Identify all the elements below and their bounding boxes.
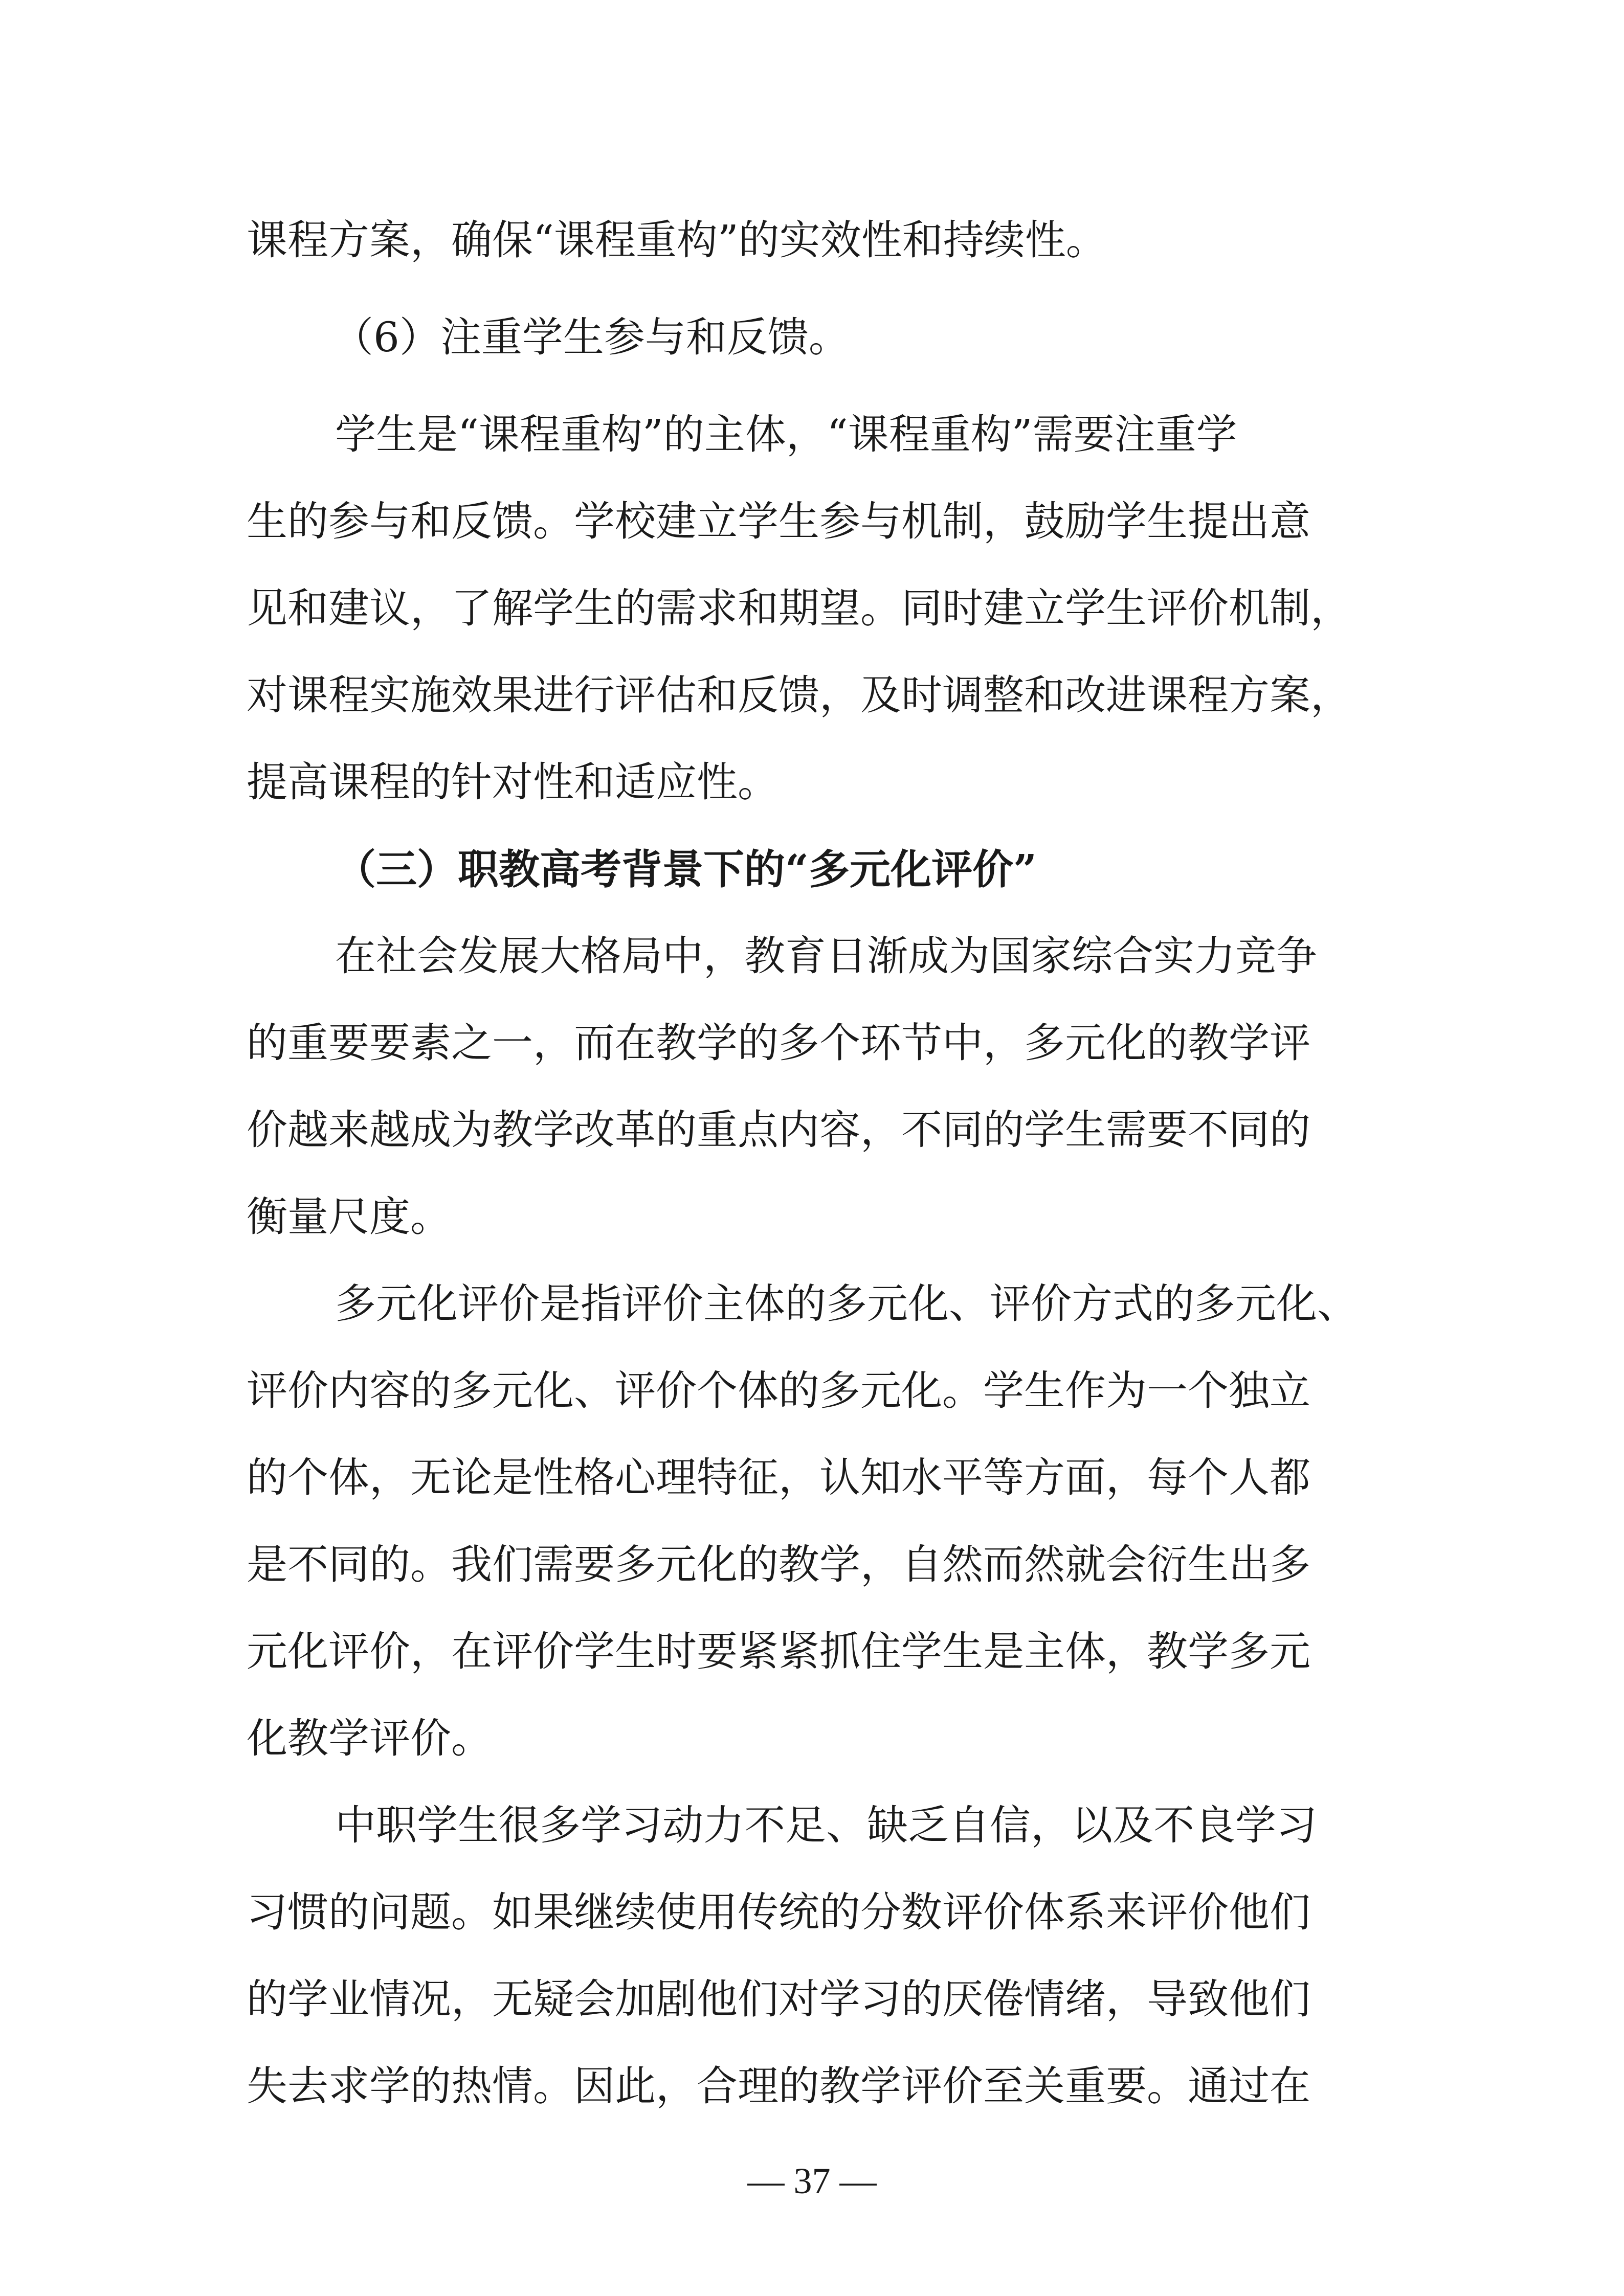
- text-line: 是不同的。我们需要多元化的教学，自然而然就会衍生出多: [247, 1541, 1310, 1588]
- text-line: 课程方案，确保“课程重构”的实效性和持续性。: [247, 216, 1107, 264]
- text-line: 的重要要素之一，而在教学的多个环节中，多元化的教学评: [247, 1019, 1310, 1067]
- text-line: 的学业情况，无疑会加剧他们对学习的厌倦情绪，导致他们: [247, 1975, 1310, 2023]
- text-line: 生的参与和反馈。学校建立学生参与机制，鼓励学生提出意: [247, 498, 1310, 545]
- text-line: 学生是“课程重构”的主体，“课程重构”需要注重学: [335, 411, 1237, 458]
- text-line: 失去求学的热情。因此，合理的教学评价至关重要。通过在: [247, 2062, 1310, 2110]
- text-line: 中职学生很多学习动力不足、缺乏自信，以及不良学习: [335, 1802, 1317, 1849]
- section-heading: （三）职教高考背景下的“多元化评价”: [335, 845, 1037, 893]
- list-item-heading: （6）注重学生参与和反馈。: [332, 313, 850, 361]
- text-line: 评价内容的多元化、评价个体的多元化。学生作为一个独立: [247, 1367, 1310, 1414]
- text-line: 多元化评价是指评价主体的多元化、评价方式的多元化、: [335, 1280, 1358, 1327]
- text-line: 元化评价，在评价学生时要紧紧抓住学生是主体，教学多元: [247, 1628, 1310, 1675]
- text-line: 见和建议，了解学生的需求和期望。同时建立学生评价机制，: [247, 584, 1351, 632]
- text-line: 衡量尺度。: [247, 1193, 451, 1241]
- text-line: 提高课程的针对性和适应性。: [247, 758, 778, 806]
- text-line: 化教学评价。: [247, 1715, 492, 1762]
- text-line: 的个体，无论是性格心理特征，认知水平等方面，每个人都: [247, 1454, 1310, 1501]
- text-line: 价越来越成为教学改革的重点内容，不同的学生需要不同的: [247, 1106, 1310, 1154]
- text-line: 对课程实施效果进行评估和反馈，及时调整和改进课程方案，: [247, 671, 1351, 719]
- text-line: 习惯的问题。如果继续使用传统的分数评价体系来评价他们: [247, 1888, 1310, 1936]
- text-line: 在社会发展大格局中，教育日渐成为国家综合实力竞争: [335, 932, 1317, 980]
- page-number: — 37 —: [747, 2160, 877, 2201]
